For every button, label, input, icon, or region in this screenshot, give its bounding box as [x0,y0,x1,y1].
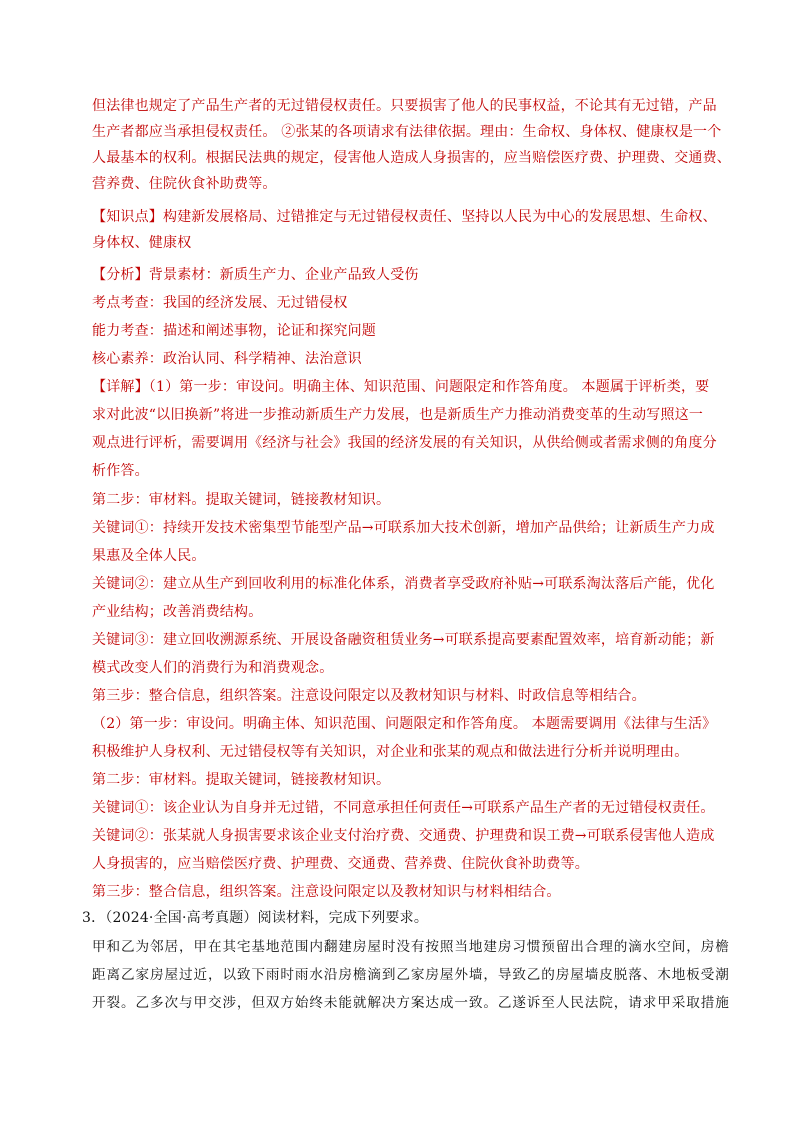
detailed-explanation-line: 【详解】（1）第一步：审设问。明确主体、知识范围、问题限定和作答角度。 本题属于评析类，要 [92,379,710,395]
analysis-line: 第三步：整合信息，组织答案。注意设问限定以及教材知识与材料、时政信息等相结合。 [92,688,646,704]
analysis-line: 生产者都应当承担侵权责任。 ②张某的各项请求有法律依据。理由：生命权、身体权、健康权是一个 [92,124,722,140]
analysis-line: 第二步：审材料。提取关键词，链接教材知识。 [92,492,391,508]
question-body-line: 距离乙家房屋过近，以致下雨时雨水沿房檐滴到乙家房屋外墙，导致乙的房屋墙皮脱落、木地板受潮 [92,967,730,983]
analysis-line: 第二步：审材料。提取关键词，链接教材知识。 [92,772,391,788]
keyword-line: 关键词③：建立回收溯源系统、开展设备融资租赁业务→可联系提高要素配置效率，培育新动能；新 [92,632,715,648]
keyword-line: 关键词②：建立从生产到回收利用的标准化体系，消费者享受政府补贴→可联系淘汰落后产能，优化 [92,576,715,592]
question-header: 3．（2024·全国·高考真题）阅读材料，完成下列要求。 [82,910,429,926]
analysis-line: 观点进行评析，需要调用《经济与社会》我国的经济发展的有关知识，从供给侧或者需求侧的角度分 [92,435,717,451]
keyword-line: 果惠及全体人民。 [92,548,206,564]
question-body-line: 开裂。乙多次与甲交涉，但双方始终未能就解决方案达成一致。乙遂诉至人民法院，请求甲采取措施 [92,995,730,1011]
analysis-line: 能力考查：描述和阐述事物，论证和探究问题 [92,323,376,339]
analysis-line: 但法律也规定了产品生产者的无过错侵权责任。只要损害了他人的民事权益，不论其有无过错，产品 [92,98,717,114]
analysis-line: 积极维护人身权利、无过错侵权等有关知识，对企业和张某的观点和做法进行分析并说明理由。 [92,744,689,760]
analysis-line: 营养费、住院伙食补助费等。 [92,176,277,192]
keyword-line: 关键词①：持续开发技术密集型节能型产品→可联系加大技术创新，增加产品供给；让新质生产力成 [92,520,715,536]
analysis-line: 析作答。 [92,463,149,479]
knowledge-point-line: 身体权、健康权 [92,235,192,251]
analysis-line: 求对此波“以旧换新”将进一步推动新质生产力发展，也是新质生产力推动消费变革的生动写照这一 [92,407,704,423]
keyword-line: 模式改变人们的消费行为和消费观念。 [92,660,334,676]
keyword-line: 关键词①：该企业认为自身并无过错，不同意承担任何责任→可联系产品生产者的无过错侵权责任。 [92,800,715,816]
analysis-line: 人最基本的权利。根据民法典的规定，侵害他人造成人身损害的，应当赔偿医疗费、护理费、交通费、 [92,150,731,166]
analysis-line: 核心素养：政治认同、科学精神、法治意识 [92,351,362,367]
analysis-heading-line: 【分析】背景素材：新质生产力、企业产品致人受伤 [92,267,419,283]
keyword-line: 产业结构；改善消费结构。 [92,604,263,620]
analysis-line: 第三步：整合信息，组织答案。注意设问限定以及教材知识与材料相结合。 [92,884,561,900]
analysis-line: 考点考查：我国的经济发展、无过错侵权 [92,295,348,311]
keyword-line: 人身损害的，应当赔偿医疗费、护理费、交通费、营养费、住院伙食补助费等。 [92,856,589,872]
question-body-line: 甲和乙为邻居，甲在其宅基地范围内翻建房屋时没有按照当地建房习惯预留出合理的滴水空间，房檐 [92,939,730,955]
keyword-line: 关键词②：张某就人身损害要求该企业支付治疗费、交通费、护理费和误工费→可联系侵害他人造成 [92,828,715,844]
analysis-line: （2）第一步：审设问。明确主体、知识范围、问题限定和作答角度。 本题需要调用《法律与生活》 [92,716,717,732]
knowledge-point-line: 【知识点】构建新发展格局、过错推定与无过错侵权责任、坚持以人民为中心的发展思想、生命权、 [92,209,717,225]
